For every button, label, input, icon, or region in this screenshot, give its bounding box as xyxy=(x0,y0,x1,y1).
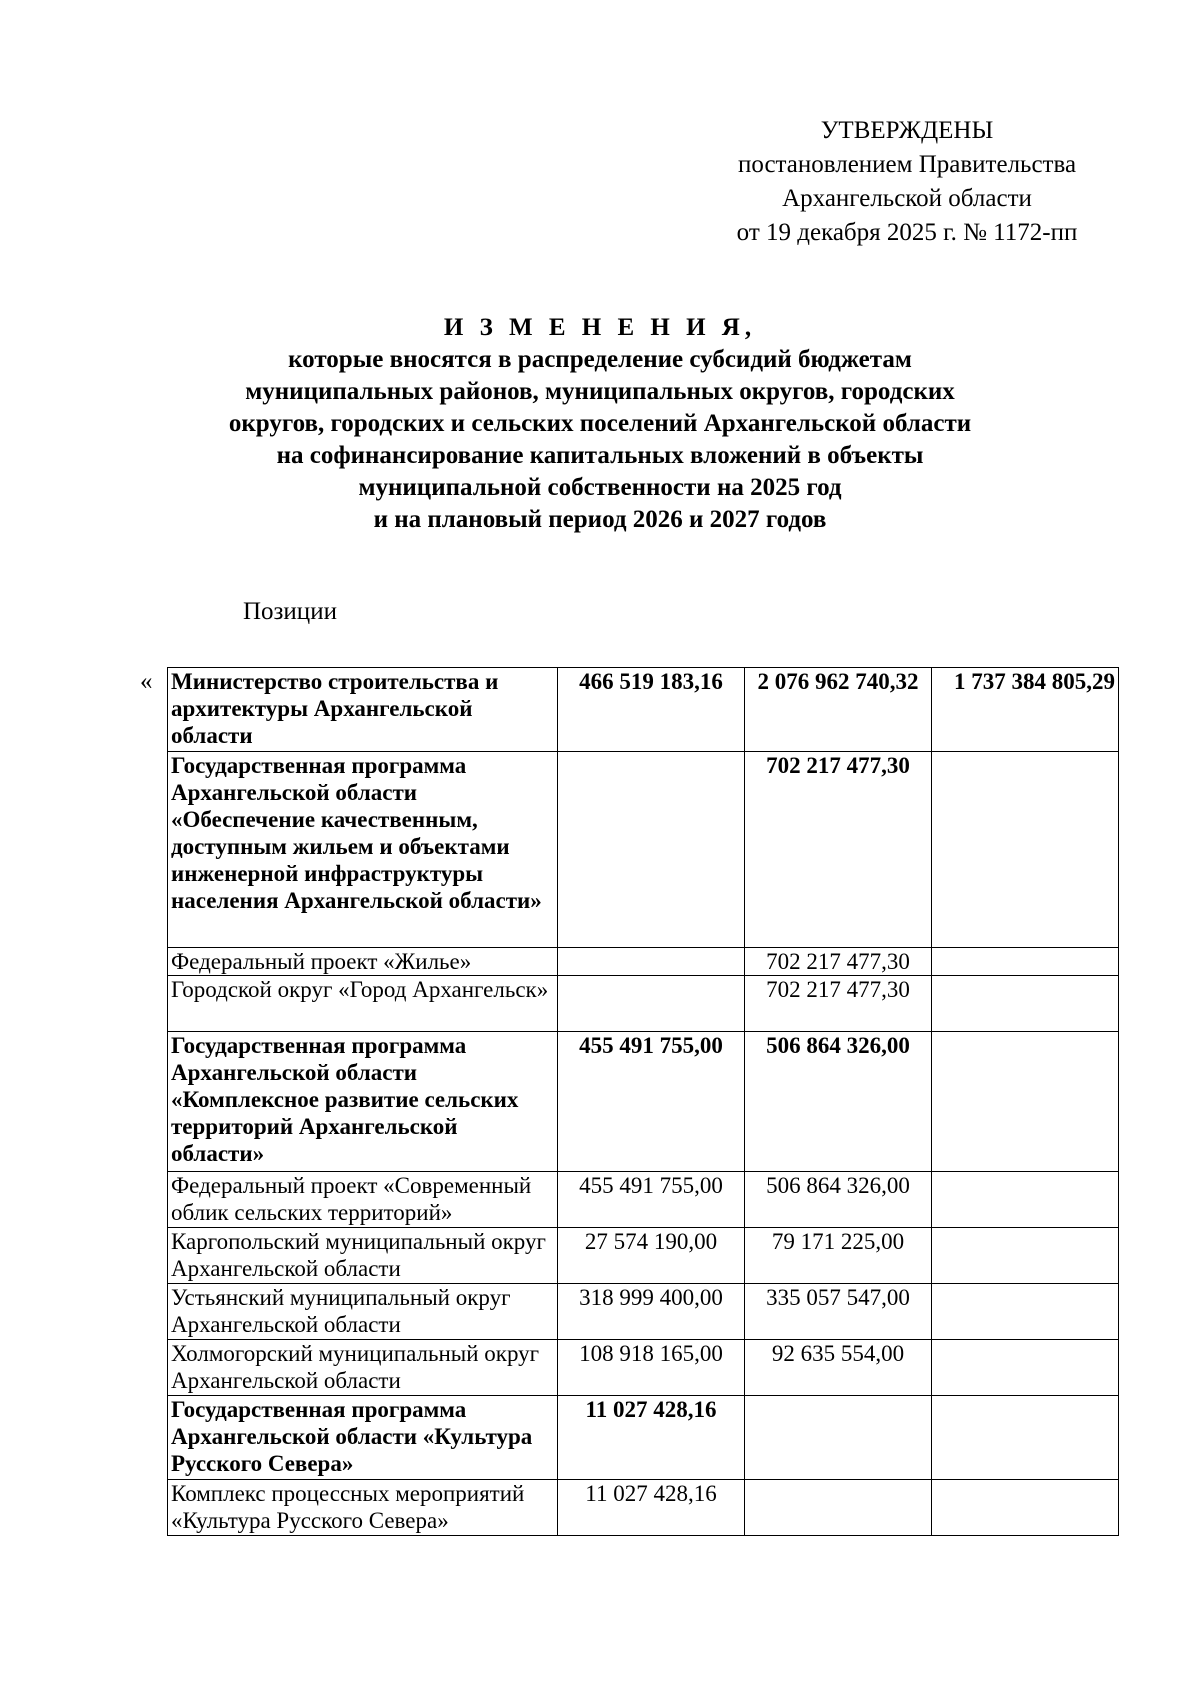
value-2027 xyxy=(932,1284,1119,1340)
table-row xyxy=(168,976,1119,1032)
approval-title: УТВЕРЖДЕНЫ xyxy=(820,117,994,144)
value-2026 xyxy=(745,1480,932,1536)
value-2025 xyxy=(558,752,745,948)
table-row xyxy=(168,668,1119,752)
row-name: Комплекс процессных мероприятий «Культура Русского Севера» xyxy=(168,1480,558,1536)
row-name: Городской округ «Город Архангельск» xyxy=(168,976,558,1032)
row-name: Государственная программа Архангельской области «Обеспечение качественным, доступным жильем и объектами инженерной инфраструктуры населения Архангельской области» xyxy=(168,752,558,948)
value-2025: 455 491 755,00 xyxy=(558,1032,745,1172)
value-2027 xyxy=(932,752,1119,948)
table-row xyxy=(168,1284,1119,1340)
heading-line: и на плановый период 2026 и 2027 годов xyxy=(373,506,827,533)
value-2027: 1 737 384 805,29 xyxy=(932,668,1119,752)
table-row xyxy=(168,948,1119,976)
value-2025: 27 574 190,00 xyxy=(558,1228,745,1284)
row-name: Каргопольский муниципальный округ Архангельской области xyxy=(168,1228,558,1284)
value-2025: 455 491 755,00 xyxy=(558,1172,745,1228)
table-row xyxy=(168,1340,1119,1396)
table-row xyxy=(168,1032,1119,1172)
value-2027 xyxy=(932,1228,1119,1284)
value-2025 xyxy=(558,976,745,1032)
value-2025: 108 918 165,00 xyxy=(558,1340,745,1396)
value-2026: 702 217 477,30 xyxy=(745,752,932,948)
table-row xyxy=(168,1172,1119,1228)
value-2025: 318 999 400,00 xyxy=(558,1284,745,1340)
table-row xyxy=(168,1480,1119,1536)
subsidy-table xyxy=(167,667,1119,1536)
value-2026: 92 635 554,00 xyxy=(745,1340,932,1396)
heading-line: муниципальной собственности на 2025 год xyxy=(358,474,842,501)
row-name: Министерство строительства и архитектуры Архангельской области xyxy=(168,668,558,752)
approval-block xyxy=(716,114,1098,250)
value-2026: 79 171 225,00 xyxy=(745,1228,932,1284)
value-2025: 466 519 183,16 xyxy=(558,668,745,752)
table-row xyxy=(168,1228,1119,1284)
value-2027 xyxy=(932,1172,1119,1228)
value-2027 xyxy=(932,1396,1119,1480)
value-2026: 702 217 477,30 xyxy=(745,948,932,976)
value-2026: 702 217 477,30 xyxy=(745,976,932,1032)
heading-line: муниципальных районов, муниципальных округов, городских xyxy=(245,378,955,405)
value-2027 xyxy=(932,1032,1119,1172)
value-2027 xyxy=(932,1340,1119,1396)
heading-line: на софинансирование капитальных вложений в объекты xyxy=(276,442,924,469)
row-name: Государственная программа Архангельской области «Комплексное развитие сельских территорий Архангельской области» xyxy=(168,1032,558,1172)
value-2026 xyxy=(745,1396,932,1480)
approval-date: от 19 декабря 2025 г. № 1172-пп xyxy=(736,219,1078,246)
approval-line: постановлением Правительства xyxy=(737,151,1077,178)
value-2027 xyxy=(932,1480,1119,1536)
row-name: Федеральный проект «Современный облик сельских территорий» xyxy=(168,1172,558,1228)
heading-line: которые вносятся в распределение субсидий бюджетам xyxy=(288,346,912,373)
table-row xyxy=(168,1396,1119,1480)
value-2026: 2 076 962 740,32 xyxy=(745,668,932,752)
positions-label: Позиции xyxy=(243,598,337,625)
row-name: Холмогорский муниципальный округ Архангельской области xyxy=(168,1340,558,1396)
row-name: Устьянский муниципальный округ Архангельской области xyxy=(168,1284,558,1340)
value-2026: 335 057 547,00 xyxy=(745,1284,932,1340)
opening-quote: « xyxy=(140,668,153,695)
value-2026: 506 864 326,00 xyxy=(745,1032,932,1172)
row-name: Государственная программа Архангельской области «Культура Русского Севера» xyxy=(168,1396,558,1480)
value-2025: 11 027 428,16 xyxy=(558,1396,745,1480)
value-2025: 11 027 428,16 xyxy=(558,1480,745,1536)
value-2027 xyxy=(932,976,1119,1032)
table-row xyxy=(168,752,1119,948)
heading-word: И З М Е Н Е Н И Я, xyxy=(443,314,757,341)
approval-line: Архангельской области xyxy=(782,185,1032,212)
value-2026: 506 864 326,00 xyxy=(745,1172,932,1228)
value-2025 xyxy=(558,948,745,976)
row-name: Федеральный проект «Жилье» xyxy=(168,948,558,976)
document-heading xyxy=(180,312,1020,536)
heading-line: округов, городских и сельских поселений Архангельской области xyxy=(228,410,972,437)
value-2027 xyxy=(932,948,1119,976)
